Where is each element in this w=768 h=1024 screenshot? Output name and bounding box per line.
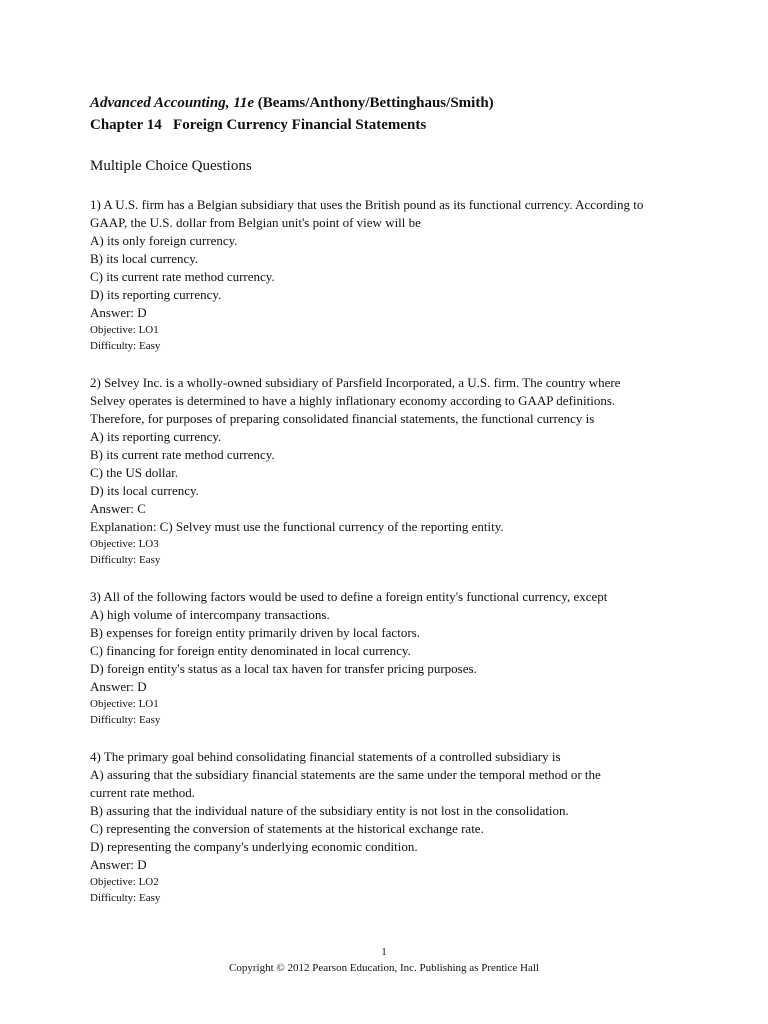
answer-key: Answer: D [90, 857, 147, 872]
answer-option: B) expenses for foreign entity primarily driven by local factors. [90, 625, 420, 640]
question-stem-line: GAAP, the U.S. dollar from Belgian unit's point of view will be [90, 215, 421, 230]
chapter-title: Chapter 14 Foreign Currency Financial Statements [90, 117, 427, 133]
objective: Objective: LO2 [90, 876, 159, 888]
answer-option: D) representing the company's underlying economic condition. [90, 839, 418, 854]
answer-option: C) financing for foreign entity denominated in local currency. [90, 643, 411, 658]
answer-option: D) its reporting currency. [90, 287, 222, 302]
question-stem-line: Therefore, for purposes of preparing consolidated financial statements, the functional currency is [90, 411, 595, 426]
page-footer [0, 944, 768, 976]
answer-option: D) its local currency. [90, 483, 199, 498]
answer-option: D) foreign entity's status as a local tax haven for transfer pricing purposes. [90, 661, 477, 676]
book-title-line [90, 92, 690, 114]
question-stem-line: 3) All of the following factors would be used to define a foreign entity's functional currency, except [90, 589, 608, 604]
answer-option: C) representing the conversion of statements at the historical exchange rate. [90, 821, 484, 836]
question-stem-line: 4) The primary goal behind consolidating financial statements of a controlled subsidiary is [90, 749, 561, 764]
answer-option: A) its reporting currency. [90, 429, 222, 444]
section-title: Multiple Choice Questions [90, 158, 252, 174]
answer-option: B) its local currency. [90, 251, 199, 266]
question-item [90, 588, 690, 728]
question-item [90, 196, 690, 354]
difficulty: Difficulty: Easy [90, 554, 161, 566]
answer-option: A) high volume of intercompany transactions. [90, 607, 330, 622]
answer-option: C) its current rate method currency. [90, 269, 275, 284]
answer-option: A) assuring that the subsidiary financial statements are the same under the temporal method or the [90, 767, 601, 782]
question-stem-line: 1) A U.S. firm has a Belgian subsidiary that uses the British pound as its functional currency. According to [90, 197, 644, 212]
answer-option: current rate method. [90, 785, 196, 800]
question-item [90, 374, 690, 568]
difficulty: Difficulty: Easy [90, 892, 161, 904]
copyright-notice: Copyright © 2012 Pearson Education, Inc. Publishing as Prentice Hall [229, 962, 539, 974]
answer-option: C) the US dollar. [90, 465, 179, 480]
difficulty: Difficulty: Easy [90, 340, 161, 352]
answer-option: B) its current rate method currency. [90, 447, 275, 462]
answer-key: Answer: D [90, 305, 147, 320]
explanation: Explanation: C) Selvey must use the functional currency of the reporting entity. [90, 519, 504, 534]
document-page [90, 92, 690, 926]
page-number: 1 [381, 946, 387, 958]
difficulty: Difficulty: Easy [90, 714, 161, 726]
answer-option: A) its only foreign currency. [90, 233, 238, 248]
answer-key: Answer: D [90, 679, 147, 694]
objective: Objective: LO1 [90, 698, 159, 710]
question-stem-line: 2) Selvey Inc. is a wholly-owned subsidiary of Parsfield Incorporated, a U.S. firm. The country where [90, 375, 621, 390]
book-title: Advanced Accounting, 11e [90, 95, 255, 111]
question-item [90, 748, 690, 906]
answer-key: Answer: C [90, 501, 146, 516]
book-authors: (Beams/Anthony/Bettinghaus/Smith) [254, 95, 494, 111]
question-stem-line: Selvey operates is determined to have a highly inflationary economy according to GAAP definitions. [90, 393, 616, 408]
question-list [90, 196, 690, 906]
answer-option: B) assuring that the individual nature of the subsidiary entity is not lost in the consolidation. [90, 803, 569, 818]
objective: Objective: LO3 [90, 538, 159, 550]
objective: Objective: LO1 [90, 324, 159, 336]
